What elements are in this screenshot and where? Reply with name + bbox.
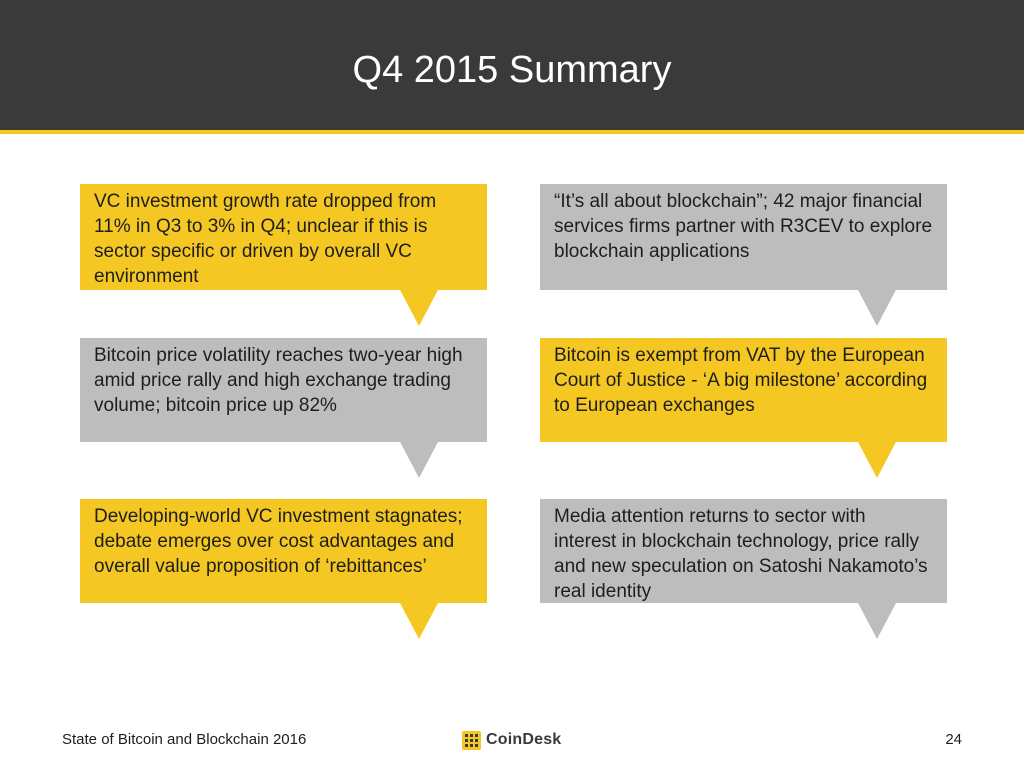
- callout-pointer: [858, 290, 896, 326]
- slide-title: Q4 2015 Summary: [352, 49, 672, 91]
- callout-vat-exemption: Bitcoin is exempt from VAT by the European Court of Justice - ‘A big milestone’ according to European exchanges: [540, 338, 947, 442]
- brand-name: CoinDesk: [486, 731, 562, 748]
- callout-pointer: [400, 290, 438, 326]
- callout-bitcoin-volatility: Bitcoin price volatility reaches two-year high amid price rally and high exchange trading volume; bitcoin price up 82%: [80, 338, 487, 442]
- page-number: 24: [945, 731, 962, 748]
- callout-blockchain-r3cev: “It’s all about blockchain”; 42 major financial services firms partner with R3CEV to explore blockchain applications: [540, 184, 947, 290]
- report-title: State of Bitcoin and Blockchain 2016: [62, 731, 307, 748]
- coindesk-brand: [462, 729, 561, 751]
- callout-pointer: [400, 442, 438, 478]
- coindesk-logo-icon: [462, 731, 481, 750]
- callout-pointer: [400, 603, 438, 639]
- callout-media-attention: Media attention returns to sector with interest in blockchain technology, price rally and new speculation on Satoshi Nakamoto’s real identity: [540, 499, 947, 603]
- callout-vc-investment-growth: VC investment growth rate dropped from 11% in Q3 to 3% in Q4; unclear if this is sector specific or driven by overall VC environment: [80, 184, 487, 290]
- callout-pointer: [858, 603, 896, 639]
- callout-developing-world-vc: Developing-world VC investment stagnates; debate emerges over cost advantages and overall value proposition of ‘rebittances’: [80, 499, 487, 603]
- callout-pointer: [858, 442, 896, 478]
